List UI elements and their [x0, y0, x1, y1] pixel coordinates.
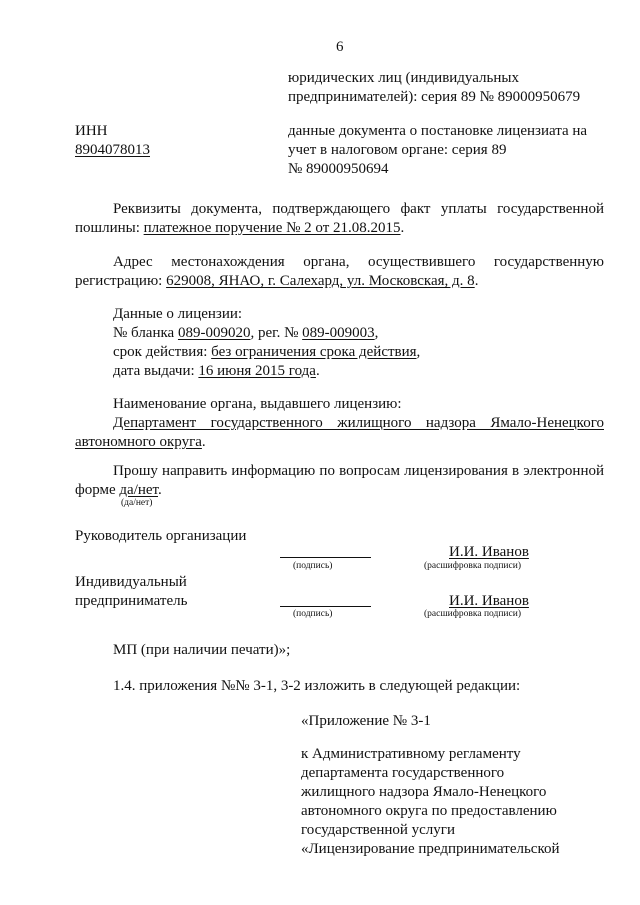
appendix-line3: жилищного надзора Ямало-Ненецкого [301, 784, 547, 800]
head-signature-hint: (подпись) [293, 561, 333, 571]
payment-order: платежное поручение № 2 от 21.08.2015 [143, 220, 401, 236]
license-term: без ограничения срока действия [211, 344, 417, 360]
electronic-choice: да/нет [119, 482, 158, 498]
issuer-line1: Департамент государственного жилищного надзора Ямало-Ненецкого [113, 415, 604, 431]
page-number: 6 [336, 39, 344, 55]
entrepreneur-signature-hint: (подпись) [293, 609, 333, 619]
inn-value: 8904078013 [75, 142, 150, 158]
electronic-line1: Прошу направить информацию по вопросам лицензирования в электронной [113, 463, 604, 479]
issuer-title: Наименование органа, выдавшего лицензию: [113, 396, 402, 412]
appendix-line5: государственной услуги [301, 822, 455, 838]
issuer-line2: автономного округа. [75, 434, 206, 450]
registration-address: 629008, ЯНАО, г. Салехард, ул. Московская, д. 8 [166, 273, 475, 289]
license-title: Данные о лицензии: [113, 306, 243, 322]
electronic-hint: (да/нет) [121, 498, 153, 508]
license-blank-number: 089-009020 [177, 325, 251, 341]
electronic-line2: форме да/нет. [75, 482, 162, 498]
appendix-line2: департамента государственного [301, 765, 505, 781]
head-name-hint: (расшифровка подписи) [424, 561, 521, 571]
payment-line2: пошлины: платежное поручение № 2 от 21.08.2015. [75, 220, 405, 236]
inn-label: ИНН [75, 123, 108, 139]
tax-doc-line3: № 89000950694 [288, 161, 389, 177]
appendix-line6: «Лицензирование предпринимательской [301, 841, 560, 857]
tax-doc-line2: учет в налоговом органе: серия 89 [288, 142, 507, 158]
head-label: Руководитель организации [75, 528, 247, 544]
appendix-line1: к Административному регламенту [301, 746, 521, 762]
entrepreneur-label1: Индивидуальный [75, 574, 187, 590]
head-name: И.И. Иванов [449, 544, 529, 560]
registration-doc-line1: юридических лиц (индивидуальных [288, 70, 519, 86]
license-term-line: срок действия: без ограничения срока действия, [113, 344, 421, 360]
address-line2: регистрацию: 629008, ЯНАО, г. Салехард, ул. Московская, д. 8. [75, 273, 479, 289]
stamp-note: МП (при наличии печати)»; [113, 642, 291, 658]
entrepreneur-name: И.И. Иванов [449, 593, 529, 609]
license-issue-date: 16 июня 2015 года [198, 363, 316, 379]
entrepreneur-signature-line [280, 606, 371, 607]
head-signature-line [280, 557, 371, 558]
registration-doc-line2: предпринимателей): серия 89 № 89000950679 [288, 89, 581, 105]
clause-text: 1.4. приложения №№ 3-1, 3-2 изложить в следующей редакции: [113, 678, 521, 694]
license-reg-number: 089-009003 [302, 325, 375, 341]
payment-line1: Реквизиты документа, подтверждающего факт уплаты государственной [113, 201, 604, 217]
entrepreneur-label2: предприниматель [75, 593, 188, 609]
appendix-line4: автономного округа по предоставлению [301, 803, 557, 819]
entrepreneur-name-hint: (расшифровка подписи) [424, 609, 521, 619]
license-blank-line: № бланка 089-009020, рег. № 089-009003, [113, 325, 379, 341]
address-line1: Адрес местонахождения органа, осуществившего государственную [113, 254, 604, 270]
appendix-title: «Приложение № 3-1 [301, 713, 431, 729]
license-issue-line: дата выдачи: 16 июня 2015 года. [113, 363, 320, 379]
tax-doc-line1: данные документа о постановке лицензиата на [288, 123, 588, 139]
